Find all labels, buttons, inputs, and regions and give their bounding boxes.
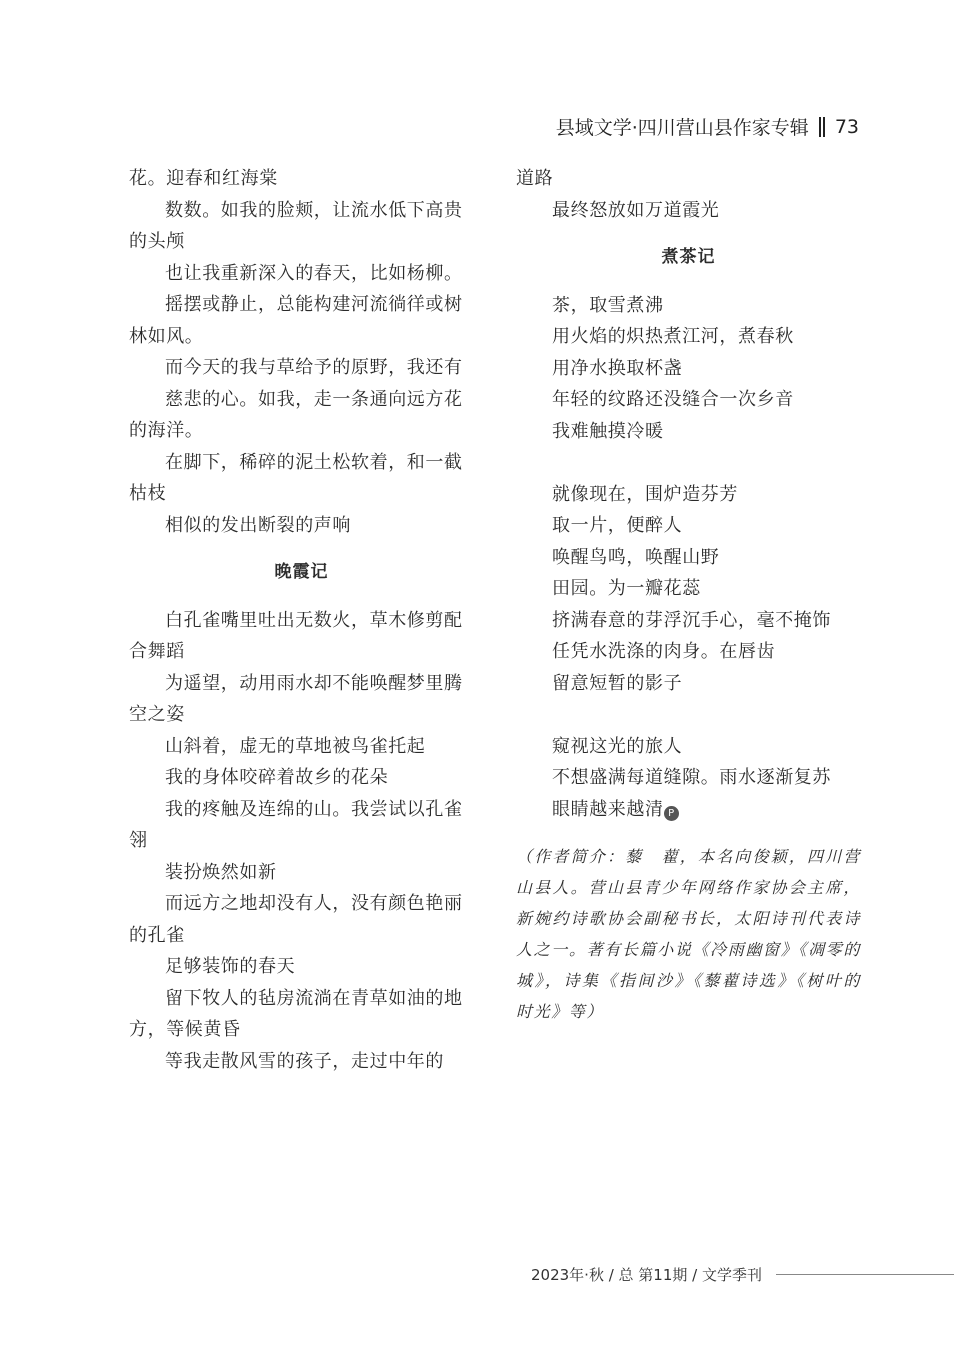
header-separator [819,117,825,137]
left-poem-continuation [129,163,474,541]
stanza-break [516,699,861,731]
poem-line: 也让我重新深入的春天，比如杨柳。 [165,262,463,284]
poem-line: 相似的发出断裂的声响 [165,514,351,536]
poem-line: 窥视这光的旅人 [552,735,683,757]
right-poem-continuation [516,163,861,226]
footer-rule [776,1274,954,1275]
page-number: 73 [834,115,859,138]
poem-line: 任凭水洗涤的肉身。在唇齿 [552,641,776,662]
poem-line: 不想盛满每道缝隙。雨水逐渐复苏 [552,767,831,788]
poem-line: 数数。如我的脸颊，让流水低下高贵的头颅 [129,199,463,252]
poem-line: 用火焰的炽热煮江河，煮春秋 [552,326,794,347]
running-header [556,113,859,140]
poem-line: 等我走散风雪的孩子，走过中年的 [165,1050,444,1072]
left-column [129,163,474,1077]
poem-title-wanxia: 晚霞记 [274,562,329,582]
poem-line: 而今天的我与草给予的原野，我还有 [165,357,463,378]
stanza-break [516,447,861,479]
issue-info: 2023年·秋 / 总 第11期 / 文学季刊 [531,1266,762,1284]
poem-line: 眼睛越来越清 P [516,794,861,826]
poem-line: 年轻的纹路还没缝合一次乡音 [552,389,794,410]
poem-title-zhucha: 煮茶记 [661,247,716,267]
poem-line: 田园。为一瓣花蕊 [552,578,701,599]
poem-line: 而远方之地却没有人，没有颜色艳丽的孔雀 [129,893,463,946]
poem-line: 就像现在，围炉造芬芳 [552,483,738,505]
poem-line: 慈悲的心。如我，走一条通向远方花的海洋。 [129,388,463,441]
header-section-title: 县域文学·四川营山县作家专辑 [555,117,809,139]
poem-body-zhucha [516,290,861,826]
poem-line: 我的疼触及连绵的山。我尝试以孔雀翎 [129,798,463,851]
poem-line: 花。迎春和红海棠 [129,168,278,189]
poem-line: 茶，取雪煮沸 [552,294,664,316]
poem-line: 我难触摸冷暖 [552,420,664,442]
poem-line: 足够装饰的春天 [165,956,296,977]
poem-line: 唤醒鸟鸣，唤醒山野 [552,546,720,568]
poem-line: 装扮焕然如新 [165,861,277,883]
poem-line: 我的身体咬碎着故乡的花朵 [165,767,389,788]
author-bio: （作者简介：藜 藋，本名向俊颖，四川营山县人。营山县青少年网络作家协会主席，新婉约诗歌协会副秘书长，太阳诗刊代表诗人之一。著有长篇小说《冷雨幽窗》《凋零的城》，诗集《指间沙》《藜藋诗选》《树叶的时光》等） [516,847,861,1021]
poem-line: 在脚下，稀碎的泥土松软着，和一截枯枝 [129,451,463,504]
poem-line: 道路 [516,168,554,189]
poem-line: 留意短暂的影子 [552,672,683,694]
poem-line: 为遥望，动用雨水却不能唤醒梦里腾空之姿 [129,672,463,725]
poem-line: 留下牧人的毡房流淌在青草如油的地方，等候黄昏 [129,987,463,1040]
poem-body-wanxia [129,605,474,1078]
poem-line: 取一片，便醉人 [552,515,683,536]
right-column [516,163,861,1027]
poem-line: 用净水换取杯盏 [552,357,683,379]
poem-line: 白孔雀嘴里吐出无数火，草木修剪配合舞蹈 [129,609,463,662]
poem-line: 山斜着，虚无的草地被鸟雀托起 [165,735,426,757]
poem-line: 挤满春意的芽浮沉手心，毫不掩饰 [552,609,831,631]
poem-line: 摇摆或静止，总能构建河流徜徉或树林如风。 [129,294,463,347]
page-footer [531,1264,954,1285]
end-of-article-icon: P [664,806,679,821]
poem-line: 最终怒放如万道霞光 [552,199,720,221]
